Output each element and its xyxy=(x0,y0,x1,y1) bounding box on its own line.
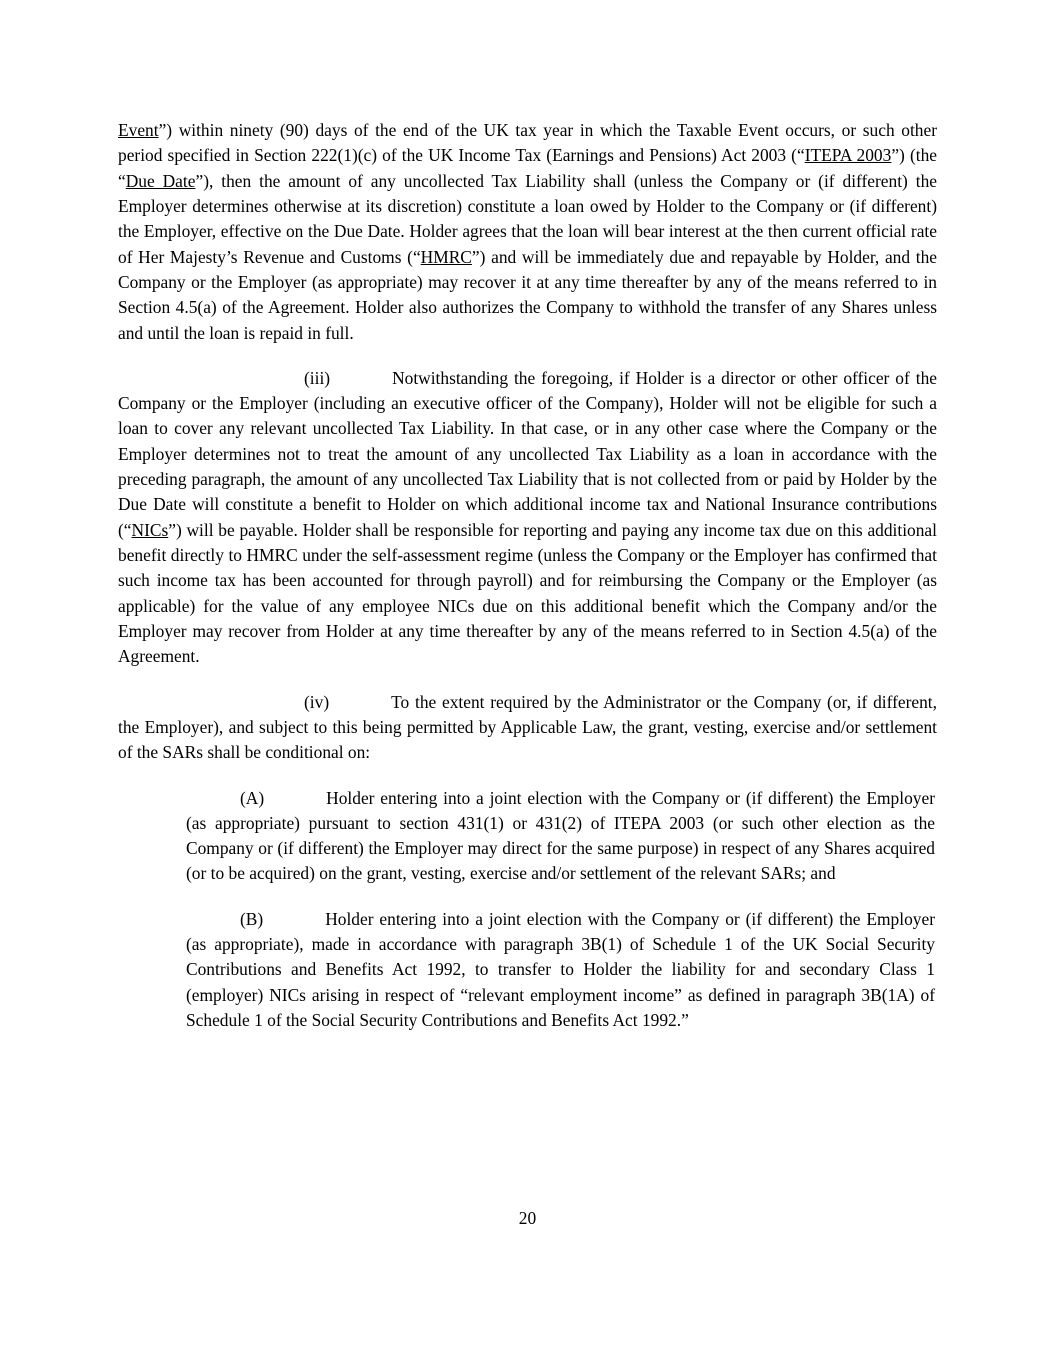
text-run: Holder entering into a joint election with the Company or (if different) the Employer (as appropriate), made in accordance with paragraph 3B(1) of Schedule 1 of the UK Social Security Contributions and Benefits Act 1992, to transfer to Holder the liability for and secondary Class 1 (employer) NICs arising in respect of “relevant employment income” as defined in paragraph 3B(1A) of Schedule 1 of the Social Security Contributions and Benefits Act 1992.” xyxy=(186,908,935,1030)
marker-gap xyxy=(329,690,391,715)
paragraph-marker: (A) xyxy=(240,787,265,808)
text-run: ”) (the “ xyxy=(118,145,937,191)
paragraph-indent xyxy=(118,690,304,715)
defined-term: HMRC xyxy=(420,246,472,267)
text-run: To the extent required by the Administrator or the Company (or, if different, the Employer), and subject to this being permitted by Applicable Law, the grant, vesting, exercise and/or settlement of the SARs shall be conditional on: xyxy=(118,691,937,763)
defined-term: ITEPA 2003 xyxy=(804,145,892,166)
paragraph-indent xyxy=(118,366,304,391)
paragraph-p-b xyxy=(186,907,935,1034)
paragraph-p-a xyxy=(186,786,935,887)
paragraph-p-continuation xyxy=(118,118,937,346)
marker-gap xyxy=(264,786,326,811)
paragraph-marker: (iii) xyxy=(304,367,331,388)
marker-gap xyxy=(263,907,325,932)
text-run: ”) within ninety (90) days of the end of the UK tax year in which the Taxable Event occurs, or such other period specified in Section 222(1)(c) of the UK Income Tax (Earnings and Pensions) Act 2003 (“ xyxy=(118,120,937,166)
defined-term: Event xyxy=(118,120,159,140)
paragraph-p-iv xyxy=(118,690,937,766)
paragraph-marker: (iv) xyxy=(304,691,330,712)
defined-term: Due Date xyxy=(125,170,196,191)
paragraph-p-iii xyxy=(118,366,937,670)
text-run: Notwithstanding the foregoing, if Holder is a director or other officer of the Company or the Employer (including an executive officer of the Company), Holder will not be eligible for such a loan to cover any relevant uncollected Tax Liability. In that case, or in any other case where the Company or the Employer determines not to treat the amount of any uncollected Tax Liability as a loan in accordance with the preceding paragraph, the amount of any uncollected Tax Liability that is not collected from or paid by Holder by the Due Date will constitute a benefit to Holder on which additional income tax and National Insurance contributions (“ xyxy=(118,367,937,540)
paragraph-marker: (B) xyxy=(240,908,264,929)
marker-gap xyxy=(330,366,392,391)
paragraph-indent xyxy=(186,907,240,932)
text-run: ”), then the amount of any uncollected Tax Liability shall (unless the Company or (if different) the Employer determines otherwise at its discretion) constitute a loan owed by Holder to the Company or (if different) the Employer, effective on the Due Date. Holder agrees that the loan will bear interest at the then current official rate of Her Majesty’s Revenue and Customs (“ xyxy=(118,170,938,267)
text-run: ”) and will be immediately due and repayable by Holder, and the Company or the Employer (as appropriate) may recover it at any time thereafter by any of the means referred to in Section 4.5(a) of the Agreement. Holder also authorizes the Company to withhold the transfer of any Shares unless and until the loan is repaid in full. xyxy=(118,246,937,343)
document-body xyxy=(118,118,937,1033)
defined-term: NICs xyxy=(131,519,169,540)
text-run: Holder entering into a joint election with the Company or (if different) the Employer (as appropriate) pursuant to section 431(1) or 431(2) of ITEPA 2003 (or such other election as the Company or (if different) the Employer may direct for the same purpose) in respect of any Shares acquired (or to be acquired) on the grant, vesting, exercise and/or settlement of the relevant SARs; and xyxy=(186,787,935,884)
text-run: ”) will be payable. Holder shall be responsible for reporting and paying any income tax due on this additional benefit directly to HMRC under the self-assessment regime (unless the Company or the Employer has confirmed that such income tax has been accounted for through payroll) and for reimbursing the Company or the Employer (as applicable) for the value of any employee NICs due on this additional benefit which the Company and/or the Employer may recover from Holder at any time thereafter by any of the means referred to in Section 4.5(a) of the Agreement. xyxy=(118,519,937,667)
paragraph-indent xyxy=(186,786,240,811)
page-number: 20 xyxy=(518,1208,537,1228)
